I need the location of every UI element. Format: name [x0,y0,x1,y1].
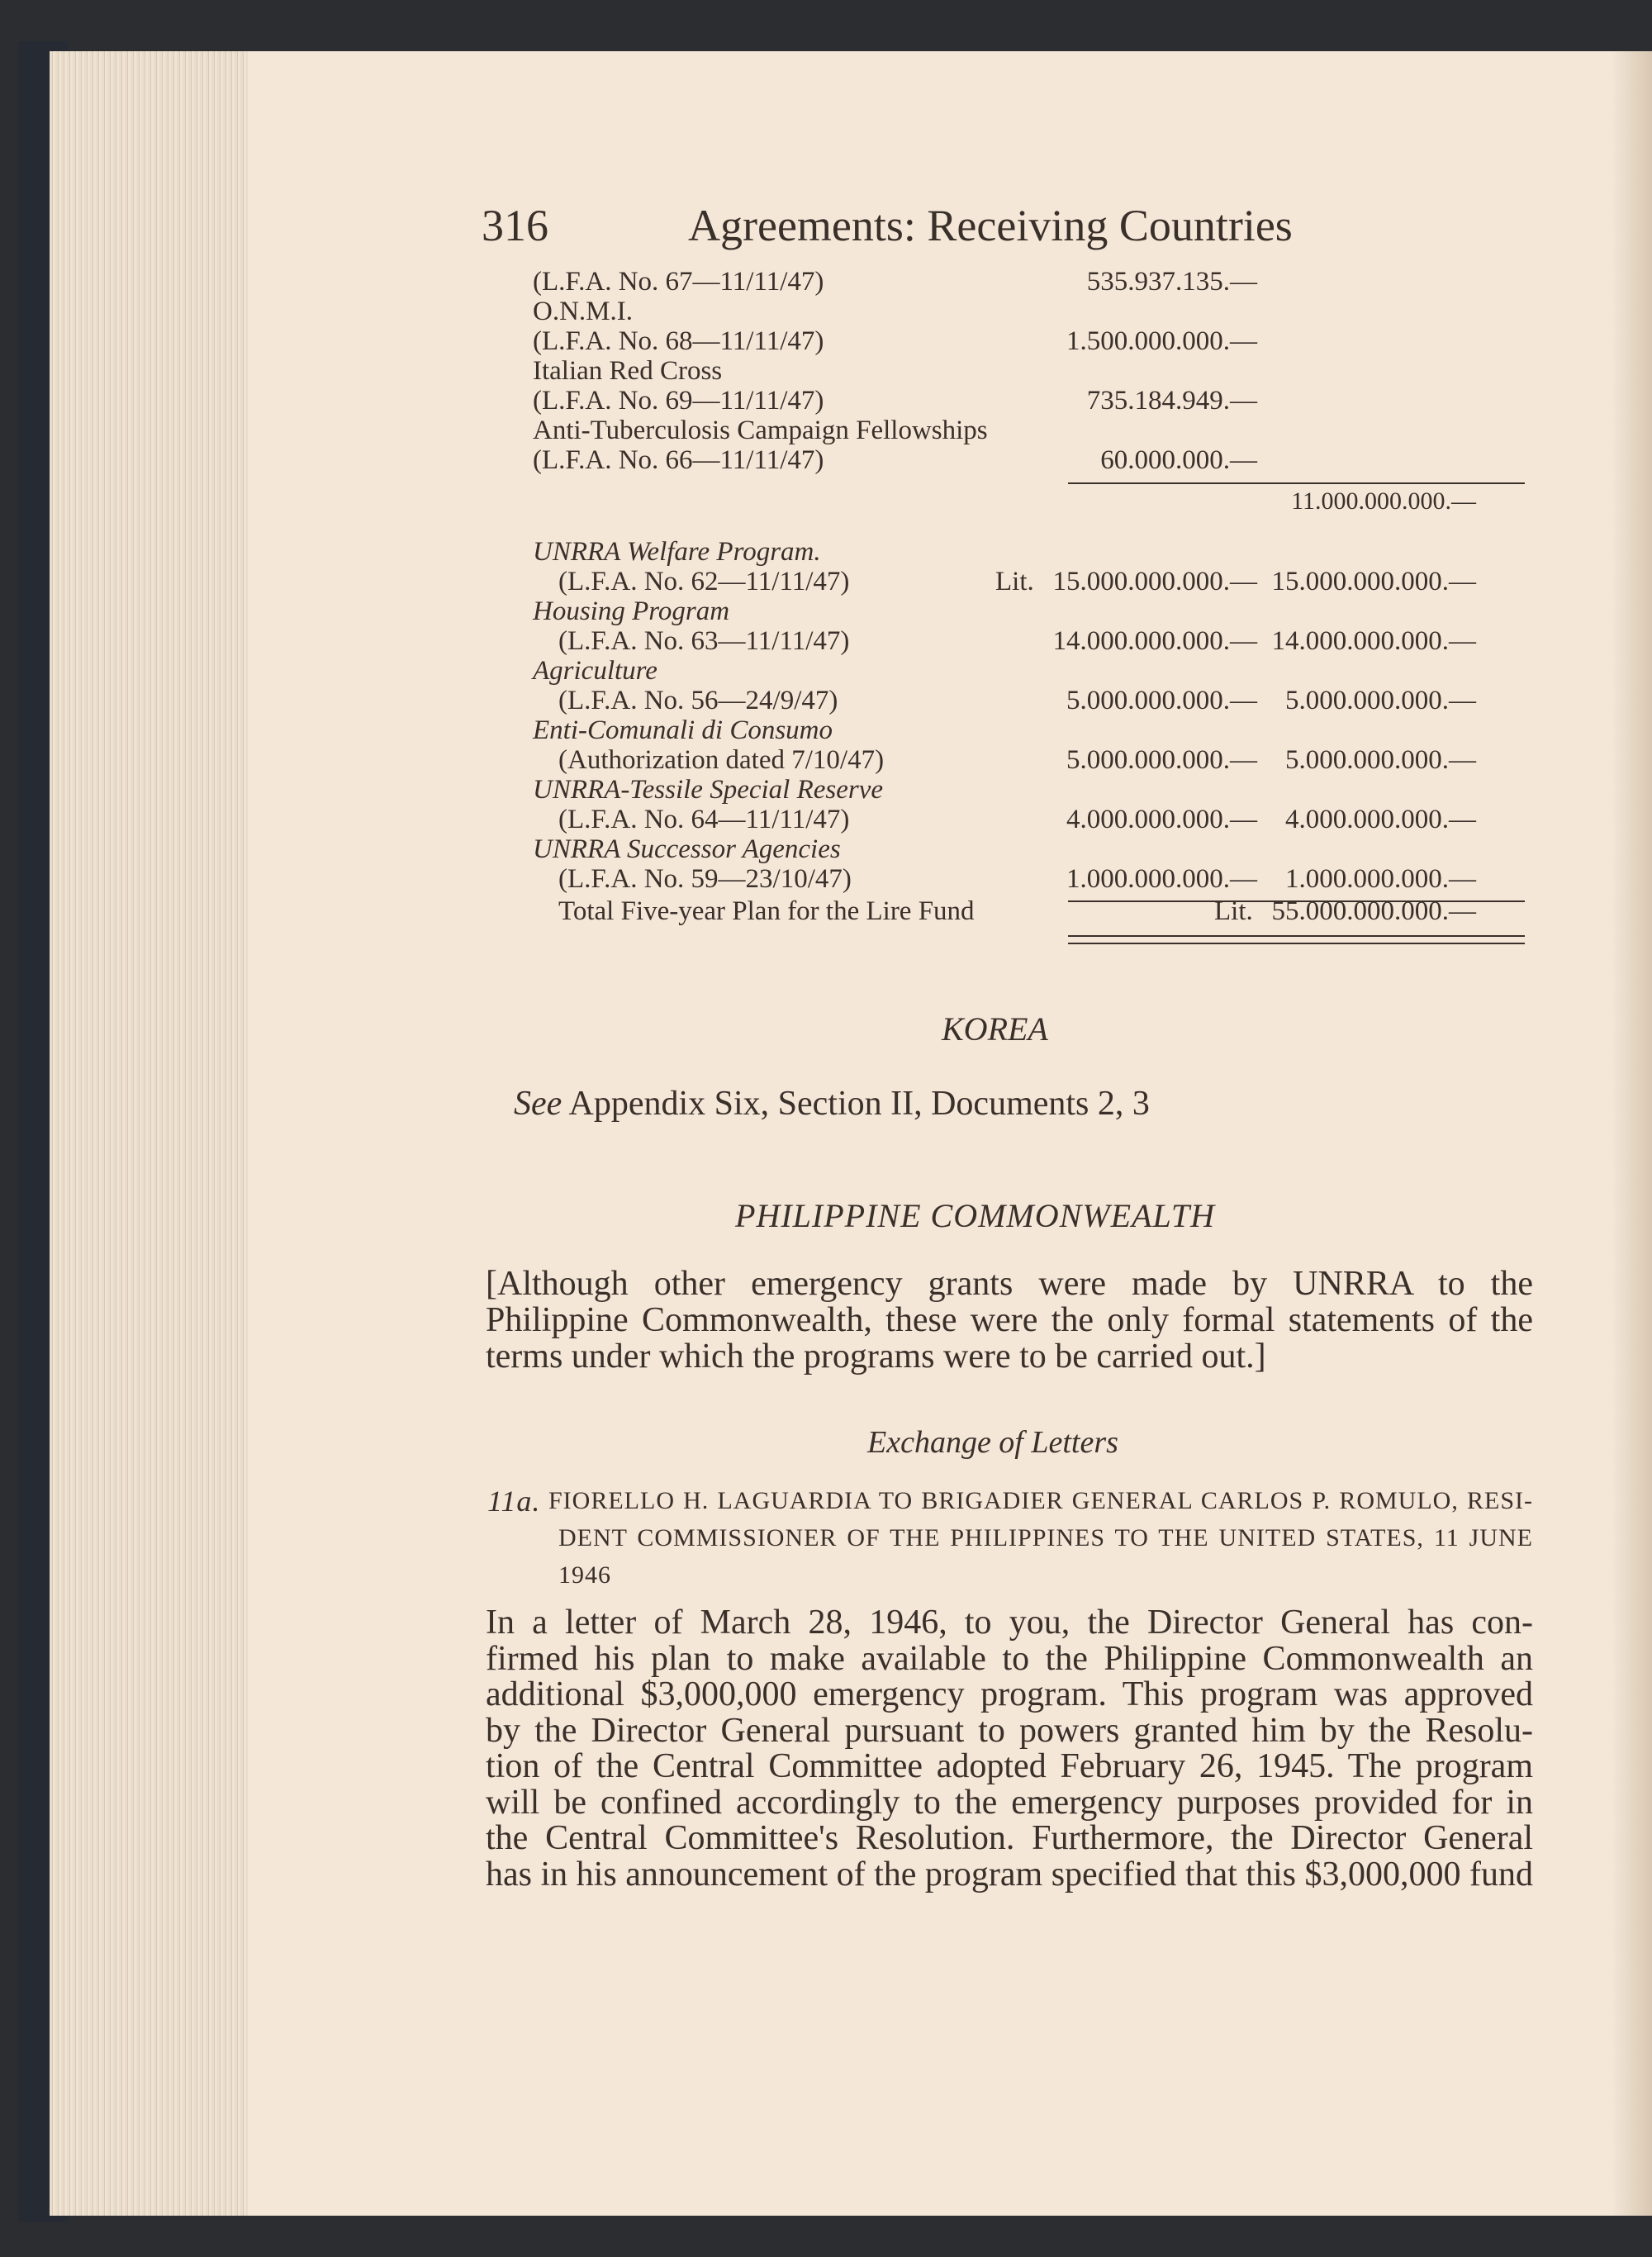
document-title-line: DENT COMMISSIONER OF THE PHILIPPINES TO THE UNITED STATES, 11 JUNE [558,1524,1533,1551]
program-name: Enti-Comunali di Consumo [533,715,833,745]
table-row-label: Italian Red Cross [533,356,723,386]
see-label: See [514,1085,563,1123]
program-amount: 14.000.000.000.— [1052,626,1257,656]
program-name: Housing Program [533,596,730,626]
program-prefix: Lit. [995,567,1034,596]
korea-reference [514,1084,1150,1124]
table-row-label: (L.F.A. No. 67—11/11/47) [533,267,824,297]
subtotal-rule [1068,482,1525,484]
document-number: 11a. [487,1485,541,1518]
program-reference: (L.F.A. No. 56—24/9/47) [558,686,838,715]
program-reference: (L.F.A. No. 59—23/10/47) [558,864,852,894]
table-row-label: (L.F.A. No. 68—11/11/47) [533,326,824,356]
grand-total-label: Total Five-year Plan for the Lire Fund [558,896,975,926]
korea-heading: KOREA [942,1010,1048,1048]
body-line: the Central Committee's Resolution. Furthermore, the Director General [486,1819,1533,1857]
page-title: Agreements: Receiving Countries [688,201,1293,250]
korea-reference-text: Appendix Six, Section II, Documents 2, 3 [568,1085,1150,1123]
note-line: Philippine Commonwealth, these were the only formal statements of the [486,1301,1533,1339]
program-total: 5.000.000.000.— [1285,745,1476,775]
table-row-amount: 535.937.135.— [1086,267,1257,297]
exchange-heading: Exchange of Letters [867,1425,1118,1460]
program-amount: 5.000.000.000.— [1066,745,1257,775]
table-row-amount: 735.184.949.— [1086,386,1257,416]
document-title-line: FIORELLO H. LAGUARDIA TO BRIGADIER GENERAL CARLOS P. ROMULO, RESI- [548,1487,1533,1514]
program-total: 5.000.000.000.— [1285,686,1476,715]
body-line: has in his announcement of the program specified that this $3,000,000 fund [486,1855,1533,1894]
body-line: additional $3,000,000 emergency program. This program was approved [486,1675,1533,1713]
subtotal: 11.000.000.000.— [1291,487,1476,515]
program-amount: 5.000.000.000.— [1066,686,1257,715]
program-reference: (Authorization dated 7/10/47) [558,745,885,775]
table-row-label: O.N.M.I. [533,297,633,326]
program-name: UNRRA-Tessile Special Reserve [533,775,884,805]
double-rule-1 [1068,935,1525,937]
program-name: UNRRA Successor Agencies [533,834,841,864]
table-row-label: (L.F.A. No. 69—11/11/47) [533,386,824,416]
philippines-heading: PHILIPPINE COMMONWEALTH [735,1197,1216,1234]
table-row-amount: 60.000.000.— [1100,445,1257,475]
program-reference: (L.F.A. No. 62—11/11/47) [558,567,850,596]
note-line: [Although other emergency grants were made by UNRRA to the [486,1265,1533,1303]
page-edges [50,51,264,2216]
body-line: will be confined accordingly to the emergency purposes provided for in [486,1783,1533,1822]
double-rule-2 [1068,943,1525,944]
body-line: by the Director General pursuant to powers granted him by the Resolu- [486,1711,1533,1750]
program-total: 14.000.000.000.— [1271,626,1476,656]
program-amount: 4.000.000.000.— [1066,805,1257,834]
body-line: firmed his plan to make available to the Philippine Commonwealth an [486,1639,1533,1678]
program-name: Agriculture [533,656,657,686]
note-line: terms under which the programs were to be carried out.] [486,1338,1266,1376]
table-row-label: Anti-Tuberculosis Campaign Fellowships [533,416,988,445]
document-number-wrap [487,1484,540,1518]
page-gutter [1611,51,1652,2216]
program-amount: 1.000.000.000.— [1066,864,1257,894]
table-row-amount: 1.500.000.000.— [1066,326,1257,356]
program-reference: (L.F.A. No. 64—11/11/47) [558,805,850,834]
program-reference: (L.F.A. No. 63—11/11/47) [558,626,850,656]
program-amount: 15.000.000.000.— [1052,567,1257,596]
program-name: UNRRA Welfare Program. [533,537,821,567]
document-title-line: 1946 [558,1561,611,1589]
program-total: 1.000.000.000.— [1285,864,1476,894]
page-number: 316 [482,201,548,250]
body-line: tion of the Central Committee adopted February 26, 1945. The program [486,1747,1533,1785]
grand-total-prefix: Lit. [1214,896,1253,926]
table-row-label: (L.F.A. No. 66—11/11/47) [533,445,824,475]
grand-total-value: 55.000.000.000.— [1271,896,1476,926]
program-total: 15.000.000.000.— [1271,567,1476,596]
body-line: In a letter of March 28, 1946, to you, the Director General has con- [486,1604,1533,1642]
program-total: 4.000.000.000.— [1285,805,1476,834]
